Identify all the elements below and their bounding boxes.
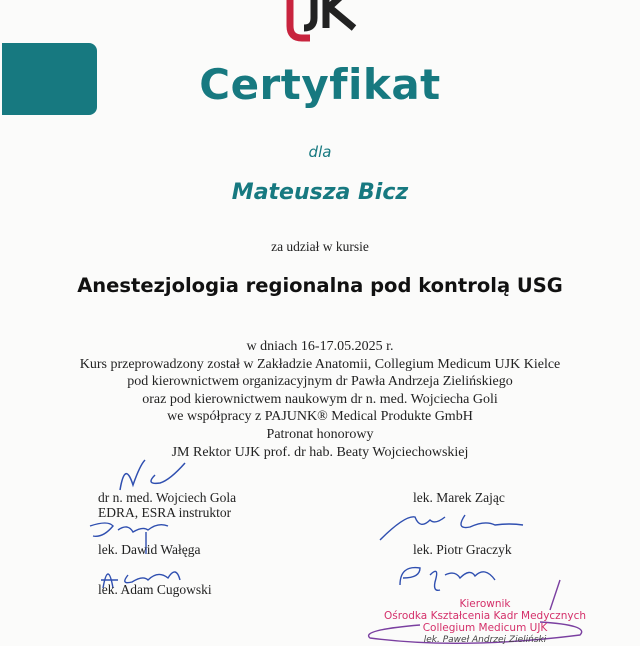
detail-line: Patronat honorowy [266,426,374,442]
signatory-zajac: lek. Marek Zając [413,490,505,505]
signature-gola [115,455,195,495]
detail-line: pod kierownictwem organizacyjnym dr Pawła Andrzeja Zielińskiego [127,374,513,390]
stamp [370,598,600,646]
course-details [0,338,640,461]
signatory-gola [98,490,236,520]
for-label: dla [308,143,332,161]
ujk-logo [280,0,360,42]
detail-line: w dniach 16-17.05.2025 r. [246,339,394,354]
course-title: Anestezjologia regionalna pod kontrolą USG [77,274,563,297]
detail-line: we współpracy z PAJUNK® Medical Produkte GmbH [167,409,473,425]
detail-line: JM Rektor UJK prof. dr hab. Beaty Wojciechowskiej [171,444,469,460]
recipient-name: Mateusza Bicz [231,180,409,205]
signatory-name: dr n. med. Wojciech Gola [98,490,237,505]
signature-zajac [375,505,525,545]
stamp-line: Kierownik [459,598,511,610]
detail-line: Kurs przeprowadzony został w Zakładzie Anatomii, Collegium Medicum UJK Kielce [79,356,561,372]
signatory-walega: lek. Dawid Wałęga [98,542,201,557]
certificate-title: Certyfikat [199,60,441,109]
stamp-line: Collegium Medicum UJK [422,622,548,634]
signatory-cugowski: lek. Adam Cugowski [98,582,212,597]
signatory-graczyk: lek. Piotr Graczyk [413,542,512,557]
signatory-role: EDRA, ESRA instruktor [98,505,232,520]
stamp-line: Ośrodka Kształcenia Kadr Medycznych [384,610,586,622]
stamp-line: lek. Paweł Andrzej Zieliński [423,635,547,645]
detail-line: oraz pod kierownictwem naukowym dr n. med. Wojciecha Goli [142,391,498,407]
course-intro: za udział w kursie [271,239,369,254]
